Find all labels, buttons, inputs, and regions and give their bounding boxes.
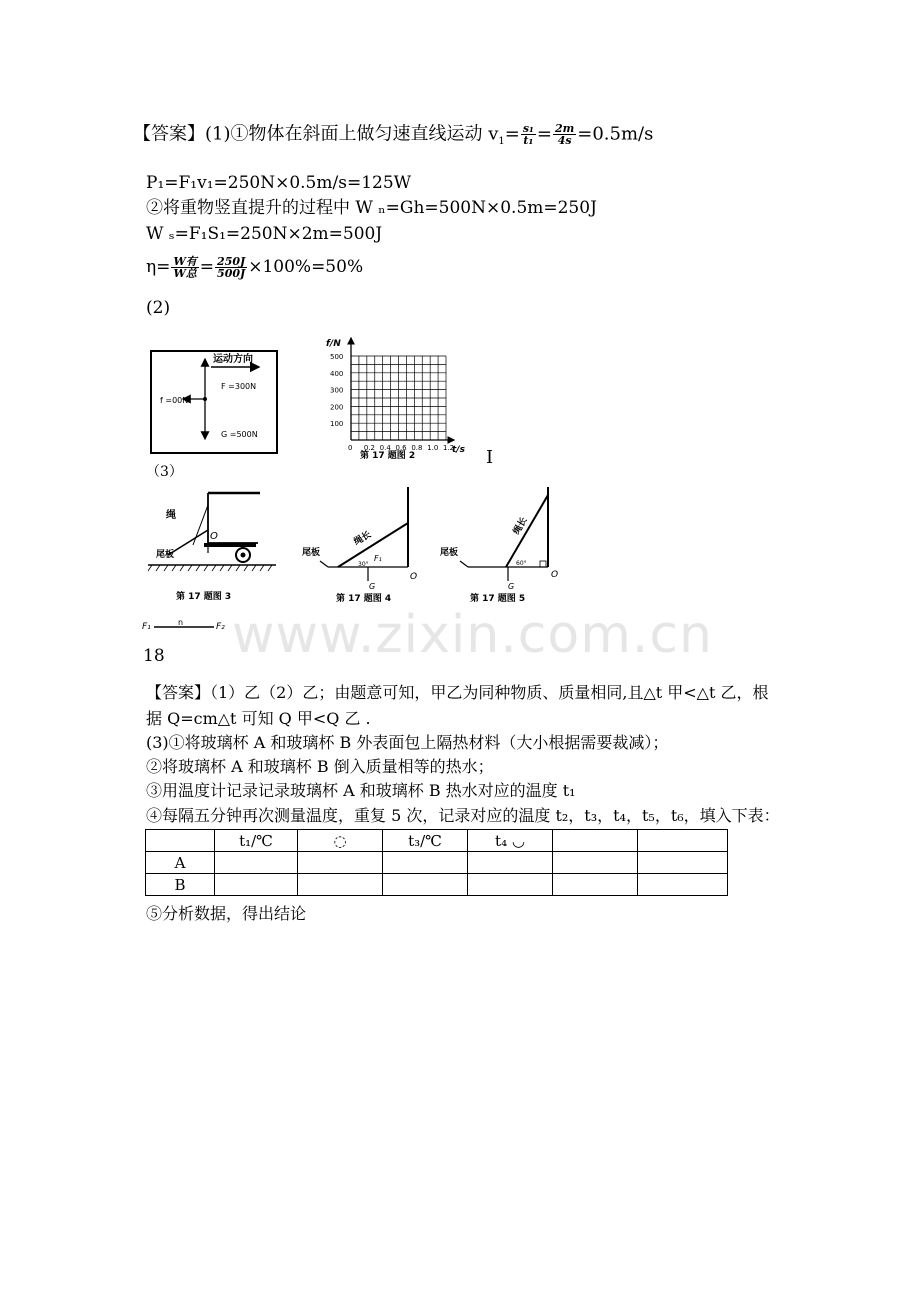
table-cell	[638, 852, 728, 874]
balance-right-label: F₂	[216, 622, 225, 632]
table-cell	[638, 874, 728, 896]
answer17-line4: W ₛ=F₁S₁=250N×2m=500J	[146, 224, 383, 244]
table-header-row	[146, 830, 728, 852]
answer18-line6: ④每隔五分钟再次测量温度，重复 5 次，记录对应的温度 t₂，t₃，t₄，t₅，t₆，填入下表：	[146, 806, 780, 825]
graph-caption: 第 17 题图 2	[360, 451, 416, 461]
x-tick-label: 0.6	[395, 444, 407, 452]
graph-grid	[351, 356, 446, 440]
figure-4	[298, 483, 428, 605]
y-tick-label: 200	[330, 403, 344, 412]
table-cell: A	[146, 852, 215, 874]
answer17-line5: η= $\frac{\text{W有}}{\text{W总}}$ = $\frac{250J}{500J}$ ×100%=50%	[146, 255, 364, 280]
x-axis-label: t/s	[452, 445, 465, 455]
temperature-table	[145, 829, 728, 896]
table-cell	[468, 852, 553, 874]
table-cell	[383, 874, 468, 896]
force-origin-dot	[203, 397, 207, 401]
y-tick-label: 400	[330, 369, 344, 378]
figure4-o-label: O	[410, 572, 418, 582]
figure5-angle-label: 60°	[516, 560, 527, 567]
figure-5	[438, 485, 568, 605]
part2-label: (2)	[146, 298, 171, 318]
table-cell	[383, 852, 468, 874]
x-tick-label: 1.2	[443, 444, 455, 452]
figure3-caption: 第 17 题图 3	[176, 592, 232, 602]
table-cell	[553, 874, 638, 896]
part3-label: （3）	[146, 464, 183, 480]
table-cell	[215, 874, 298, 896]
motion-direction-label: 运动方向	[213, 354, 253, 365]
table-cell: t₁/℃	[215, 830, 298, 852]
fraction-250j-over-500j: $\frac{250J}{500J}$	[217, 255, 246, 280]
fraction-w-useful-over-w-total: $\frac{\text{W有}}{\text{W总}}$	[173, 255, 197, 280]
friction-time-graph	[320, 332, 510, 468]
table-cell	[553, 852, 638, 874]
rope-label: 绳	[166, 510, 176, 521]
table-cell	[468, 874, 553, 896]
y-axis-label: f/N	[326, 339, 341, 349]
table-cell	[298, 874, 383, 896]
figure4-angle-label: 30°	[358, 561, 369, 568]
x-tick-label: 1.0	[427, 444, 439, 452]
table-cell	[553, 830, 638, 852]
force-F-label: F =300N	[221, 382, 257, 391]
figure4-rope-label: 绳长	[352, 529, 374, 548]
table-cell: B	[146, 874, 215, 896]
answer18-line7: ⑤分析数据，得出结论	[146, 904, 307, 923]
answer17-line3: ②将重物竖直提升的过程中 W ₙ=Gh=500N×0.5m=250J	[146, 198, 597, 218]
table-cell	[638, 830, 728, 852]
table-cell: t₄ ◡	[468, 830, 553, 852]
figure4-tail-label: 尾板	[302, 548, 321, 558]
table-cell: ◌	[298, 830, 383, 852]
x-tick-label: 0	[348, 444, 353, 452]
force-diagram	[145, 345, 285, 457]
answer18-line3: (3)①将玻璃杯 A 和玻璃杯 B 外表面包上隔热材料（大小根据需要裁减）；	[146, 733, 669, 752]
balance-mid-label: n	[178, 618, 184, 627]
table-row	[146, 852, 728, 874]
x-tick-label: 0.4	[379, 444, 391, 452]
answer17-line2: P₁=F₁v₁=250N×0.5m/s=125W	[146, 173, 412, 193]
figure5-tail-label: 尾板	[440, 548, 459, 558]
answer18-line2: 据 Q=cm△t 可知 Q 甲<Q 乙 .	[146, 709, 371, 728]
answer18-line4: ②将玻璃杯 A 和玻璃杯 B 倒入质量相等的热水；	[146, 757, 494, 776]
watermark: www.zixin.com.cn	[232, 605, 713, 665]
figure5-rope-label: 绳长	[511, 515, 530, 537]
figure4-caption: 第 17 题图 4	[336, 594, 392, 604]
rope	[193, 505, 208, 545]
y-tick-label: 100	[330, 420, 344, 429]
figure4-g-label: G	[369, 582, 376, 591]
fraction-2m-over-4s: $\frac{2m}{4s}$	[554, 122, 575, 147]
rope-line	[338, 523, 408, 567]
table-cell	[298, 852, 383, 874]
table-cell	[146, 830, 215, 852]
balance-left-label: F₁	[142, 622, 151, 632]
truck-figure	[148, 485, 278, 603]
x-tick-label: 0.8	[411, 444, 423, 452]
answer18-line5: ③用温度计记录记录玻璃杯 A 和玻璃杯 B 热水对应的温度 t₁	[146, 781, 576, 800]
y-tick-label: 300	[330, 386, 344, 395]
table-row	[146, 874, 728, 896]
table-cell	[215, 852, 298, 874]
question-18-number: 18	[143, 646, 165, 666]
balance-line	[142, 615, 232, 635]
figure4-f1-label: F₁	[374, 554, 382, 563]
answer17-line1: 【答案】(1)①物体在斜面上做匀速直线运动 $v_1=$ $\frac{\text{s₁}}{\text{t₁}}$ = $\frac{2m}{4s}$ =0.5m/s	[133, 122, 654, 148]
tailboard-label: 尾板	[156, 550, 175, 560]
side-mark: I	[486, 447, 494, 468]
figure5-g-label: G	[508, 582, 515, 591]
answer18-line1: 【答案】（1）乙（2）乙；由题意可知，甲乙为同种物质、质量相同,且△t 甲<△t 乙，根	[146, 683, 769, 702]
x-tick-label: 0.2	[363, 444, 375, 452]
friction-label: f =00N	[160, 396, 189, 405]
fraction-s-over-t: $\frac{\text{s₁}}{\text{t₁}}$	[522, 122, 534, 147]
y-tick-labels	[330, 353, 343, 428]
y-tick-label: 500	[330, 353, 344, 361]
table-cell: t₃/℃	[383, 830, 468, 852]
pivot-o-label: O	[210, 531, 218, 542]
figure5-o-label: O	[551, 570, 559, 580]
gravity-label: G =500N	[221, 430, 258, 439]
figure5-caption: 第 17 题图 5	[470, 594, 526, 604]
